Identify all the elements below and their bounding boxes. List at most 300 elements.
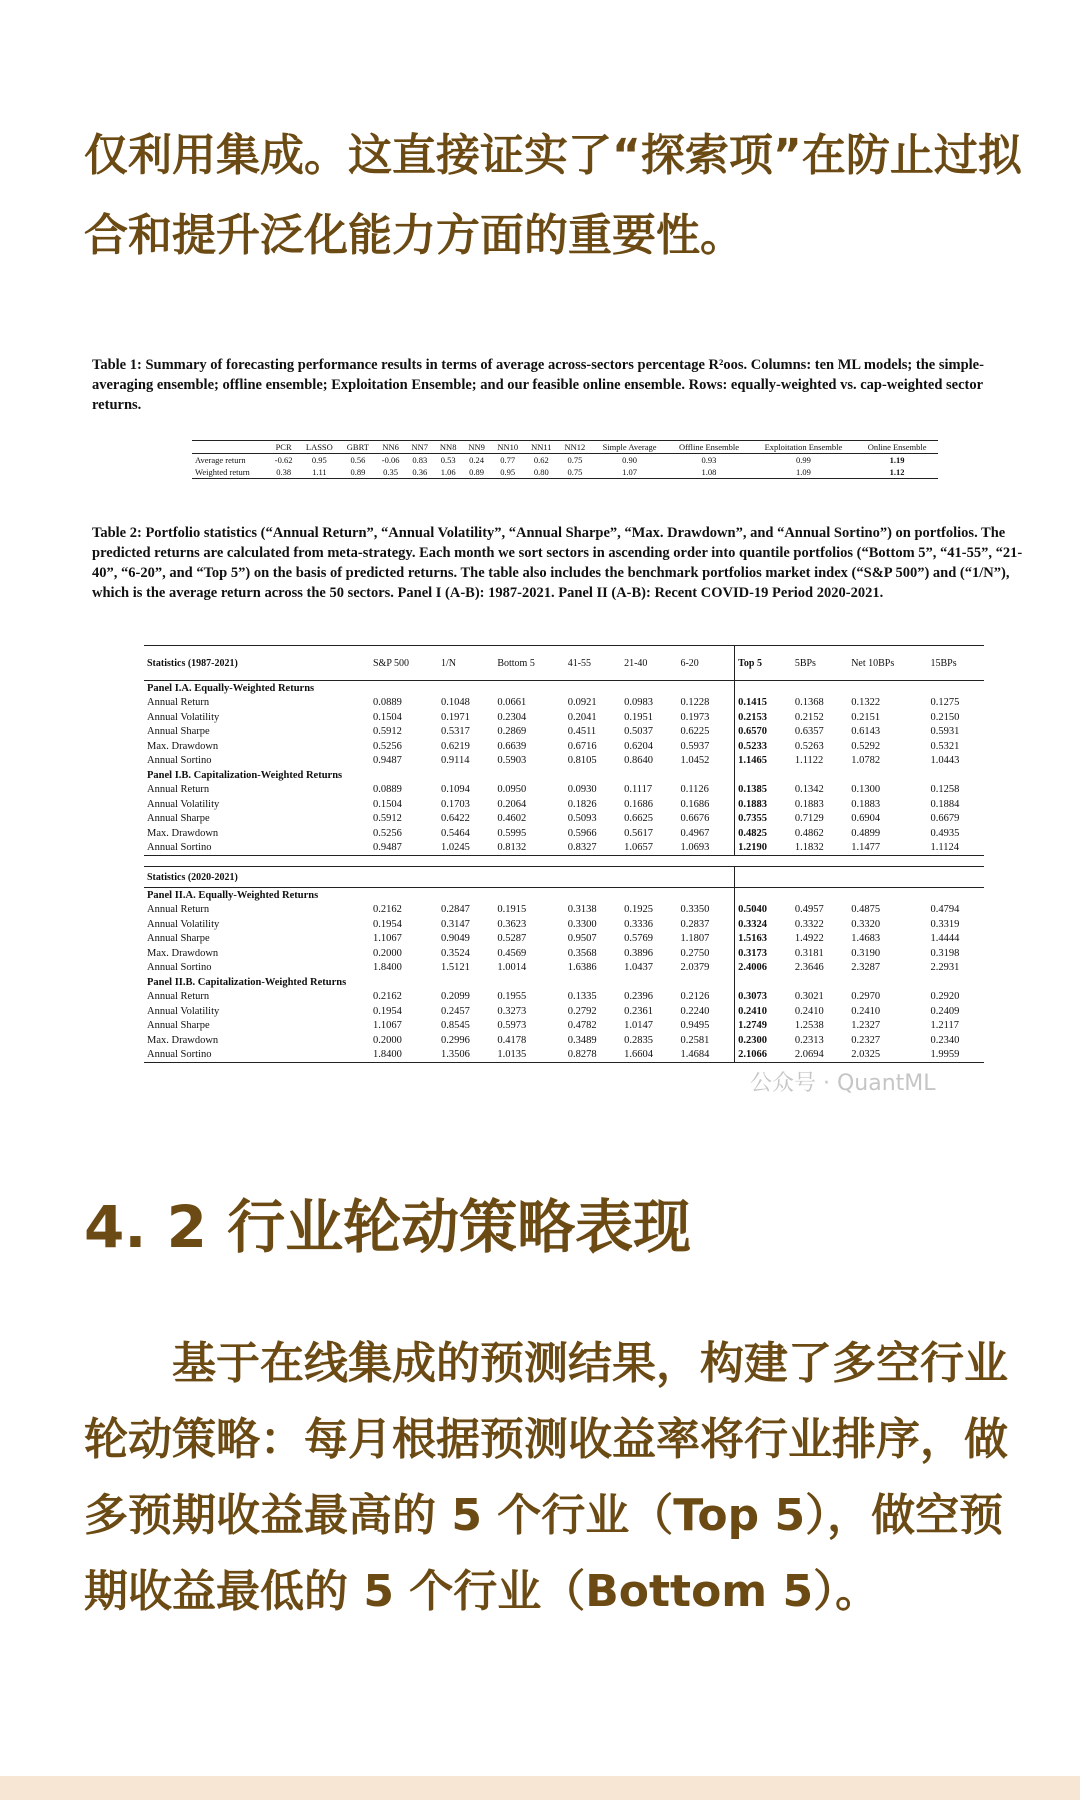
table2-cell: 0.3524 xyxy=(440,947,470,959)
table2-cell: 0.8278 xyxy=(565,1048,621,1063)
table1-header-cell: Offline Ensemble xyxy=(678,442,739,452)
table1-header-cell: NN11 xyxy=(531,442,552,452)
table1-cell: 0.36 xyxy=(412,467,428,477)
table2-cell: 0.0661 xyxy=(497,697,527,709)
table2-header-cell: 41-55 xyxy=(565,646,621,681)
table2-section-title: Statistics (1987-2021) xyxy=(144,646,370,681)
table2-cell: 0.3623 xyxy=(497,918,527,930)
table2-cell: 0.3021 xyxy=(794,991,824,1003)
table2-row xyxy=(144,783,984,798)
table2-cell: 0.1342 xyxy=(794,784,824,796)
table2-cell: 0.4178 xyxy=(497,1034,527,1046)
table2-cell: 0.2996 xyxy=(440,1034,470,1046)
table2-cell: 0.5263 xyxy=(794,740,824,752)
table2-row-label: Max. Drawdown xyxy=(147,1034,219,1046)
table2-cell: 0.3322 xyxy=(794,918,824,930)
table2-row-label: Annual Return xyxy=(147,784,210,796)
table2-cell: 0.8545 xyxy=(440,1020,470,1032)
table2-row-label: Annual Volatility xyxy=(147,711,220,723)
table1-header-cell: PCR xyxy=(275,442,292,452)
table2-empty-cell xyxy=(621,681,677,696)
table2-cell: 0.2750 xyxy=(680,947,710,959)
table2-cell: 1.4684 xyxy=(677,1048,734,1063)
table2-cell: 0.9507 xyxy=(567,933,597,945)
table2-section-title: Statistics (2020-2021) xyxy=(144,867,370,888)
table1-header-cell: Exploitation Ensemble xyxy=(764,442,843,452)
table2-row xyxy=(144,961,984,976)
table2-cell: 0.1955 xyxy=(497,991,527,1003)
table2-cell: 1.1477 xyxy=(848,841,927,856)
table2-cell: 0.2835 xyxy=(624,1034,653,1046)
table2-cell: 1.4922 xyxy=(794,933,824,945)
table2-cell: 0.8132 xyxy=(494,841,564,856)
table2-cell: 0.3138 xyxy=(567,904,597,916)
table2-cell: 0.1686 xyxy=(680,798,710,810)
table2-header-cell: 5BPs xyxy=(792,646,848,681)
table2-cell: 1.4444 xyxy=(930,933,960,945)
table2-row xyxy=(144,990,984,1005)
table2-cell: 0.0930 xyxy=(567,784,597,796)
table2-empty-cell xyxy=(438,888,494,903)
table2-header-cell: 15BPs xyxy=(928,646,984,681)
table2-cell: 0.6570 xyxy=(735,725,792,740)
table2-cell: 0.9487 xyxy=(370,841,438,856)
table1-cell: 0.95 xyxy=(500,467,516,477)
table2-header-cell xyxy=(370,867,438,888)
table1-header-cell: GBRT xyxy=(346,442,369,452)
table2-cell: 1.1832 xyxy=(792,841,848,856)
table2-cell: 0.3336 xyxy=(624,918,653,930)
table2-cell: 0.2920 xyxy=(930,991,960,1003)
table2-empty-cell xyxy=(621,975,677,990)
table2-cell: 0.7355 xyxy=(735,812,792,827)
table2-row xyxy=(144,946,984,961)
table2-cell: 0.1335 xyxy=(567,991,597,1003)
table2-empty-cell xyxy=(928,681,984,696)
table2-cell: 2.4006 xyxy=(735,961,792,976)
table2-cell: 0.3181 xyxy=(794,947,824,959)
table2-header-cell: 6-20 xyxy=(677,646,734,681)
table1-header-cell: Online Ensemble xyxy=(867,442,927,452)
table1-row xyxy=(192,454,938,467)
table2-header-row xyxy=(144,867,984,888)
table2-cell: 0.3273 xyxy=(497,1005,527,1017)
table2-cell: 0.3324 xyxy=(735,917,792,932)
table2-cell: 0.7129 xyxy=(794,813,824,825)
body-paragraph: 基于在线集成的预测结果，构建了多空行业轮动策略：每月根据预测收益率将行业排序，做多预期收益最高的 5 个行业（Top 5），做空预期收益最低的 5 个行业（Bottom 5）。 xyxy=(84,1338,1008,1617)
table2-cell: 0.4602 xyxy=(497,813,527,825)
table2-row xyxy=(144,826,984,841)
table2-cell: 0.2847 xyxy=(440,904,470,916)
table2-cell: 0.1884 xyxy=(930,798,960,810)
table2-header-cell: Net 10BPs xyxy=(848,646,927,681)
table2-cell: 0.5769 xyxy=(624,933,653,945)
table2-cell: 1.8400 xyxy=(373,962,402,974)
table2-cell: 2.1066 xyxy=(735,1048,792,1063)
table2-cell: 0.4569 xyxy=(497,947,527,959)
table2-row xyxy=(144,1019,984,1034)
table2-cell: 0.5903 xyxy=(497,755,527,767)
table2-cell: 1.2117 xyxy=(930,1020,960,1032)
table2-header-cell: Top 5 xyxy=(735,646,792,681)
table2-empty-cell xyxy=(438,975,494,990)
table1-cell: Weighted return xyxy=(195,467,250,477)
table2-panel-row xyxy=(144,975,984,990)
table1-cell: 0.83 xyxy=(412,455,428,465)
table2-empty-cell xyxy=(677,681,734,696)
table2-cell: 1.3506 xyxy=(438,1048,494,1063)
table2-panel-title: Panel I.B. Capitalization-Weighted Returns xyxy=(147,769,343,781)
table1-cell: 0.95 xyxy=(311,455,327,465)
table1-header-cell: NN10 xyxy=(497,442,519,452)
table2-cell: 0.1883 xyxy=(794,798,824,810)
table2-header-cell: Bottom 5 xyxy=(494,646,564,681)
table2-cell: 0.4899 xyxy=(851,827,881,839)
table2-empty-cell xyxy=(677,768,734,783)
table2-cell: 0.2792 xyxy=(567,1005,597,1017)
table2-cell: 0.3568 xyxy=(567,947,597,959)
table2-cell: 0.6219 xyxy=(440,740,470,752)
table2-cell: 0.2064 xyxy=(497,798,527,810)
table2-cell: 0.2361 xyxy=(624,1005,653,1017)
table1-cell: 0.24 xyxy=(469,455,485,465)
table2-cell: 2.3287 xyxy=(851,962,881,974)
table1-cell: 0.53 xyxy=(440,455,456,465)
table2-cell: 0.3147 xyxy=(440,918,470,930)
table1-header-row xyxy=(192,441,938,454)
table2-cell: 1.2538 xyxy=(794,1020,824,1032)
table2-cell: 0.2304 xyxy=(497,711,527,723)
table2-cell: 1.1807 xyxy=(680,933,710,945)
table2-cell: 0.5973 xyxy=(497,1020,527,1032)
table1 xyxy=(192,440,938,479)
table1-cell: 0.35 xyxy=(383,467,399,477)
table2-cell: 1.5163 xyxy=(735,932,792,947)
table2-row xyxy=(144,797,984,812)
table2-cell: 2.2931 xyxy=(930,962,960,974)
table2-cell: 0.4862 xyxy=(794,827,824,839)
table2-cell: 0.5233 xyxy=(735,739,792,754)
table2-header-cell xyxy=(438,867,494,888)
table2-empty-cell xyxy=(494,768,564,783)
table2-empty-cell xyxy=(928,888,984,903)
table2-cell: 0.1826 xyxy=(567,798,597,810)
table2-panel-row xyxy=(144,888,984,903)
table2-row xyxy=(144,1004,984,1019)
table2-empty-cell xyxy=(494,888,564,903)
table2-cell: 0.1048 xyxy=(440,697,470,709)
table1-cell: 0.89 xyxy=(350,467,366,477)
table2-cell: 0.1415 xyxy=(735,696,792,711)
table2-cell: 0.1954 xyxy=(373,1005,402,1017)
table2-cell: 0.6679 xyxy=(930,813,960,825)
table2-cell: 0.3300 xyxy=(567,918,597,930)
table2-cell: 0.2162 xyxy=(373,904,402,916)
table2-cell: 0.2000 xyxy=(373,947,402,959)
table2-cell: 0.5321 xyxy=(930,740,960,752)
table2-header-cell: 21-40 xyxy=(621,646,677,681)
table2-cell: 1.8400 xyxy=(370,1048,438,1063)
table2-empty-cell xyxy=(677,888,734,903)
table2-empty-cell xyxy=(677,975,734,990)
table2-empty-cell xyxy=(494,975,564,990)
table2-cell: 1.1067 xyxy=(373,933,402,945)
table2-cell: 0.2313 xyxy=(794,1034,824,1046)
table1-cell: 1.11 xyxy=(312,467,327,477)
table2-header-cell xyxy=(494,867,564,888)
table2-empty-cell xyxy=(848,975,927,990)
table2-header-row xyxy=(144,646,984,681)
table2-cell: 0.2000 xyxy=(373,1034,402,1046)
table2-row-label: Annual Sortino xyxy=(144,841,370,856)
table2-cell: 0.3319 xyxy=(930,918,960,930)
table2-row-label: Annual Return xyxy=(147,904,210,916)
table2-cell: 0.5317 xyxy=(440,726,470,738)
table2-empty-cell xyxy=(565,888,621,903)
table2-cell: 0.4967 xyxy=(680,827,710,839)
footer-bar xyxy=(0,1776,1080,1800)
table2-cell: 1.4683 xyxy=(851,933,881,945)
table2-cell: 0.6676 xyxy=(680,813,710,825)
table2-cell: 0.3190 xyxy=(851,947,881,959)
table2-empty-cell xyxy=(438,681,494,696)
table2-empty-cell xyxy=(735,681,792,696)
table2-cell: 0.1686 xyxy=(624,798,653,810)
table2-header-cell xyxy=(621,867,677,888)
table2-caption: Table 2: Portfolio statistics (“Annual Return”, “Annual Volatility”, “Annual Sharpe”, “Max. Drawdown”, and “Annual Sortino”) on portfolios. The predicted returns are calculated from meta-strategy. Each month we sort sectors in ascending order into quantile portfolios (“Bottom 5”, “41-55”, “21-40”, “6-20”, and “Top 5”) on the basis of predicted returns. The table also includes the benchmark portfolios market index (“S&P 500”) and (“1/N”), which is the average return across the 50 sectors. Panel I (A-B): 1987-2021. Panel II (A-B): Recent COVID-19 Period 2020-2021. xyxy=(92,525,1023,601)
table2-cell: 1.0014 xyxy=(497,962,527,974)
table1-header-cell: NN9 xyxy=(468,442,485,452)
table2-cell: 0.6625 xyxy=(624,813,653,825)
table2-cell: 0.2099 xyxy=(440,991,470,1003)
table2-row-label: Annual Sharpe xyxy=(147,1020,210,1032)
table2-cell: 0.6639 xyxy=(497,740,527,752)
section-heading: 4. 2 行业轮动策略表现 xyxy=(84,1193,692,1261)
watermark: 公众号 · QuantML xyxy=(750,1071,936,1096)
table2-header-cell xyxy=(735,867,792,888)
table2-cell: 0.4794 xyxy=(930,904,960,916)
table2-cell: 0.1322 xyxy=(851,697,881,709)
table2-row xyxy=(144,739,984,754)
table2-cell: 0.1925 xyxy=(624,904,653,916)
table1-header-cell: NN6 xyxy=(382,442,399,452)
table2-empty-cell xyxy=(792,681,848,696)
table2-cell: 0.5931 xyxy=(930,726,960,738)
table2-cell: 0.1368 xyxy=(794,697,824,709)
table2-header-cell xyxy=(565,867,621,888)
table2-empty-cell xyxy=(848,888,927,903)
table2-cell: 0.3320 xyxy=(851,918,881,930)
table2-cell: 0.9049 xyxy=(440,933,470,945)
table2-panel-title: Panel II.A. Equally-Weighted Returns xyxy=(147,889,319,901)
table2-cell: 0.1971 xyxy=(440,711,470,723)
table2-cell: 0.1275 xyxy=(930,697,960,709)
table2-cell: 1.9959 xyxy=(928,1048,984,1063)
table2-row-label: Annual Volatility xyxy=(147,918,220,930)
table2-header-cell xyxy=(792,867,848,888)
table2-cell: 0.9487 xyxy=(373,755,402,767)
table2-row-label: Annual Volatility xyxy=(147,798,220,810)
table2-row-label: Annual Sharpe xyxy=(147,813,210,825)
table2-cell: 0.6357 xyxy=(794,726,824,738)
table2-empty-cell xyxy=(792,888,848,903)
table2-cell: 0.3896 xyxy=(624,947,653,959)
table1-cell: 0.90 xyxy=(622,455,637,465)
table1-cell: -0.06 xyxy=(381,455,400,465)
table2-cell: 0.5093 xyxy=(567,813,597,825)
table2-empty-cell xyxy=(848,768,927,783)
table2-cell: 0.6204 xyxy=(624,740,653,752)
table2-header-cell xyxy=(928,867,984,888)
table2-empty-cell xyxy=(792,975,848,990)
table2-empty-cell xyxy=(565,975,621,990)
table2-cell: 2.3646 xyxy=(794,962,824,974)
table2-cell: 1.2327 xyxy=(851,1020,881,1032)
table2-cell: 0.2410 xyxy=(794,1005,824,1017)
table2-empty-cell xyxy=(438,768,494,783)
table1-cell: 0.75 xyxy=(567,467,583,477)
table2-cell: 1.0657 xyxy=(621,841,677,856)
table2-cell: 0.1951 xyxy=(624,711,653,723)
table2-cell: 0.3173 xyxy=(735,946,792,961)
table2 xyxy=(144,645,984,1063)
table2-cell: 0.9114 xyxy=(440,755,470,767)
table2-cell: 0.2151 xyxy=(851,711,881,723)
table2-cell: 0.3489 xyxy=(567,1034,597,1046)
table2-cell: 0.5292 xyxy=(851,740,881,752)
table2-panel-row xyxy=(144,681,984,696)
table2-cell: 1.0782 xyxy=(851,755,881,767)
table2-cell: 0.5912 xyxy=(373,813,402,825)
table2-row xyxy=(144,841,984,856)
table2-empty-cell xyxy=(792,768,848,783)
table1-cell: 1.12 xyxy=(889,467,905,477)
table2-cell: 0.2041 xyxy=(567,711,597,723)
table2-cell: 1.0693 xyxy=(677,841,734,856)
table2-cell: 0.1094 xyxy=(440,784,470,796)
table2-cell: 1.2749 xyxy=(735,1019,792,1034)
table2-empty-cell xyxy=(735,768,792,783)
table2-empty-cell xyxy=(565,681,621,696)
table2-header-cell: 1/N xyxy=(438,646,494,681)
table2-cell: 0.1703 xyxy=(440,798,470,810)
table2-cell: 1.6604 xyxy=(621,1048,677,1063)
table2-cell: 2.0379 xyxy=(680,962,710,974)
table2-cell: 0.5464 xyxy=(440,827,470,839)
table2-row xyxy=(144,710,984,725)
table2-header-cell xyxy=(848,867,927,888)
table2-cell: 0.2340 xyxy=(930,1034,960,1046)
table2-empty-cell xyxy=(928,768,984,783)
table2-cell: 0.5995 xyxy=(497,827,527,839)
paper-excerpt-image xyxy=(92,355,1032,1095)
table2-cell: 0.2152 xyxy=(794,711,824,723)
table2-empty-cell xyxy=(370,768,438,783)
table2-cell: 0.6143 xyxy=(851,726,881,738)
table2-cell: 0.2327 xyxy=(851,1034,881,1046)
table2-cell: 0.2970 xyxy=(851,991,881,1003)
table2-row xyxy=(144,812,984,827)
table2-cell: 0.8327 xyxy=(565,841,621,856)
table1-header-cell: LASSO xyxy=(305,442,333,452)
table2-empty-cell xyxy=(928,975,984,990)
table2-cell: 0.4782 xyxy=(567,1020,597,1032)
table2-cell: 0.2300 xyxy=(735,1033,792,1048)
table2-cell: 0.3198 xyxy=(930,947,960,959)
table2-row-label: Annual Sortino xyxy=(144,1048,370,1063)
table1-cell: 0.75 xyxy=(567,455,583,465)
table2-panel-row xyxy=(144,768,984,783)
table2-cell: 0.6225 xyxy=(680,726,710,738)
table1-cell: 0.80 xyxy=(533,467,549,477)
table2-cell: 0.8105 xyxy=(567,755,597,767)
table2-spacer-cell xyxy=(144,856,984,867)
table2-cell: 1.1465 xyxy=(735,754,792,769)
table2-row xyxy=(144,725,984,740)
table1-cell: -0.62 xyxy=(274,455,293,465)
table2-cell: 0.1258 xyxy=(930,784,960,796)
table2-cell: 0.1954 xyxy=(373,918,402,930)
table2-panel-title: Panel II.B. Capitalization-Weighted Returns xyxy=(147,976,347,988)
table2-cell: 0.4957 xyxy=(794,904,824,916)
table2-cell: 0.1504 xyxy=(373,711,402,723)
table2-cell: 0.5937 xyxy=(680,740,710,752)
table2-cell: 1.1124 xyxy=(928,841,984,856)
table2-empty-cell xyxy=(848,681,927,696)
table2-cell: 1.0135 xyxy=(494,1048,564,1063)
table2-header-cell xyxy=(677,867,734,888)
table1-cell: 1.08 xyxy=(701,467,717,477)
table2-cell: 0.5912 xyxy=(373,726,402,738)
table2-cell: 0.2457 xyxy=(440,1005,470,1017)
table2-cell: 2.0694 xyxy=(792,1048,848,1063)
table2-empty-cell xyxy=(565,768,621,783)
table2-cell: 0.1228 xyxy=(680,697,710,709)
table2-cell: 0.9495 xyxy=(680,1020,710,1032)
table2-cell: 0.0921 xyxy=(567,697,597,709)
table1-row xyxy=(192,466,938,479)
table2-row-label: Annual Sortino xyxy=(147,962,212,974)
table1-cell: Average return xyxy=(195,455,246,465)
table2-empty-cell xyxy=(370,975,438,990)
table2-row-label: Max. Drawdown xyxy=(147,827,219,839)
table2-cell: 0.2240 xyxy=(680,1005,710,1017)
table2-cell: 0.2126 xyxy=(680,991,710,1003)
table2-cell: 0.0950 xyxy=(497,784,527,796)
table1-cell: 1.06 xyxy=(440,467,456,477)
table2-row-label: Annual Sortino xyxy=(147,755,212,767)
table2-cell: 0.5617 xyxy=(624,827,653,839)
table2-row-label: Max. Drawdown xyxy=(147,740,219,752)
table2-empty-cell xyxy=(621,888,677,903)
table2-row-label: Annual Return xyxy=(147,991,210,1003)
table2-cell: 1.0147 xyxy=(624,1020,653,1032)
table2-cell: 0.1973 xyxy=(680,711,710,723)
table2-empty-cell xyxy=(494,681,564,696)
table2-row-label: Annual Return xyxy=(147,697,210,709)
table2-row xyxy=(144,932,984,947)
table2-empty-cell xyxy=(735,888,792,903)
table2-cell: 0.1117 xyxy=(624,784,653,796)
table2-cell: 0.2153 xyxy=(735,710,792,725)
table1-header-cell: NN7 xyxy=(411,442,429,452)
table2-cell: 0.8640 xyxy=(624,755,653,767)
table2-cell: 0.1915 xyxy=(497,904,527,916)
table2-row xyxy=(144,754,984,769)
table2-empty-cell xyxy=(370,888,438,903)
table2-cell: 2.0325 xyxy=(848,1048,927,1063)
table2-spacer-row xyxy=(144,856,984,867)
